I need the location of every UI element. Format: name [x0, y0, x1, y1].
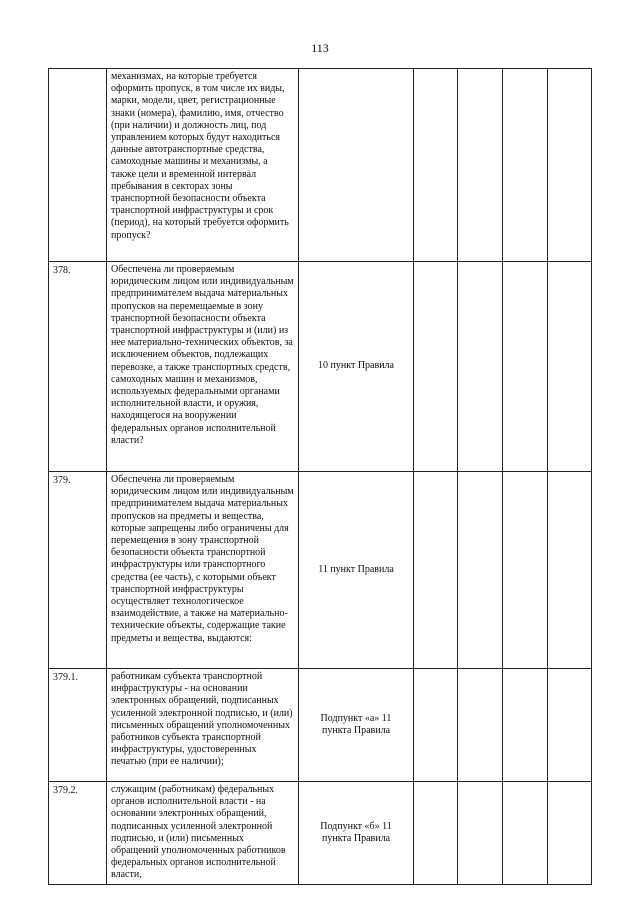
item-number: 379.2. [49, 782, 107, 885]
page-number: 113 [311, 41, 329, 55]
empty-cell [548, 669, 592, 782]
table-row [49, 472, 592, 669]
item-number [49, 69, 107, 262]
table-row [49, 69, 592, 262]
question-text: служащим (работникам) федеральных органов исполнительной власти - на основании электронных обращений, подписанных усиленной электронной подписью, и (или) письменных обращений уполномоченных работников федеральных органов исполнительной власти, [107, 782, 299, 885]
empty-cell [503, 669, 548, 782]
empty-cell [414, 782, 458, 885]
checklist-table [48, 68, 592, 885]
empty-cell [414, 472, 458, 669]
item-number: 379.1. [49, 669, 107, 782]
empty-cell [503, 472, 548, 669]
empty-cell [548, 69, 592, 262]
question-text: работникам субъекта транспортной инфраструктуры - на основании электронных обращений, подписанных усиленной электронной подписью, и (или) письменных обращений уполномоченных работников субъекта транспортной инфраструктуры, удостоверенных печатью (при ее наличии); [107, 669, 299, 782]
empty-cell [458, 782, 503, 885]
question-text: Обеспечена ли проверяемым юридическим лицом или индивидуальным предпринимателем выдача материальных пропусков на перемещаемые в зону транспортной безопасности объекта транспортной инфраструктуры и (или) из нее материально-технических объектов, за исключением объектов, подлежащих перевозке, а также транспортных средств, самоходных машин и механизмов, используемых федеральными органами исполнительной власти, и оружия, находящегося на вооружении федеральных органов исполнительной власти? [107, 262, 299, 472]
empty-cell [458, 472, 503, 669]
item-number: 379. [49, 472, 107, 669]
empty-cell [458, 69, 503, 262]
empty-cell [503, 262, 548, 472]
empty-cell [503, 782, 548, 885]
empty-cell [548, 262, 592, 472]
table-row [49, 669, 592, 782]
legal-reference [299, 69, 414, 262]
item-number: 378. [49, 262, 107, 472]
empty-cell [458, 669, 503, 782]
empty-cell [414, 262, 458, 472]
table-row [49, 782, 592, 885]
legal-reference: 10 пункт Правила [299, 262, 414, 472]
question-text: Обеспечена ли проверяемым юридическим лицом или индивидуальным предпринимателем выдача материальных пропусков на предметы и вещества, которые запрещены либо ограничены для перемещения в зону транспортной безопасности объекта транспортной инфраструктуры или транспортного средства (ее часть), с которыми объект транспортной инфраструктуры осуществляет технологическое взаимодействие, а также на материально-технические объекты, содержащие такие предметы и вещества, выдаются: [107, 472, 299, 669]
empty-cell [414, 69, 458, 262]
empty-cell [458, 262, 503, 472]
table-row [49, 262, 592, 472]
empty-cell [414, 669, 458, 782]
question-text: механизмах, на которые требуется оформить пропуск, в том числе их виды, марки, модели, цвет, регистрационные знаки (номера), фамилию, имя, отчество (при наличии) и должность лиц, под управлением которых будут находиться данные автотранспортные средства, самоходные машины и механизмы, а также цели и временной интервал пребывания в секторах зоны транспортной безопасности объекта транспортной инфраструктуры и срок (период), на который требуется оформить пропуск? [107, 69, 299, 262]
empty-cell [548, 782, 592, 885]
legal-reference: Подпункт «а» 11 пункта Правила [299, 669, 414, 782]
legal-reference: Подпункт «б» 11 пункта Правила [299, 782, 414, 885]
empty-cell [503, 69, 548, 262]
legal-reference: 11 пункт Правила [299, 472, 414, 669]
empty-cell [548, 472, 592, 669]
